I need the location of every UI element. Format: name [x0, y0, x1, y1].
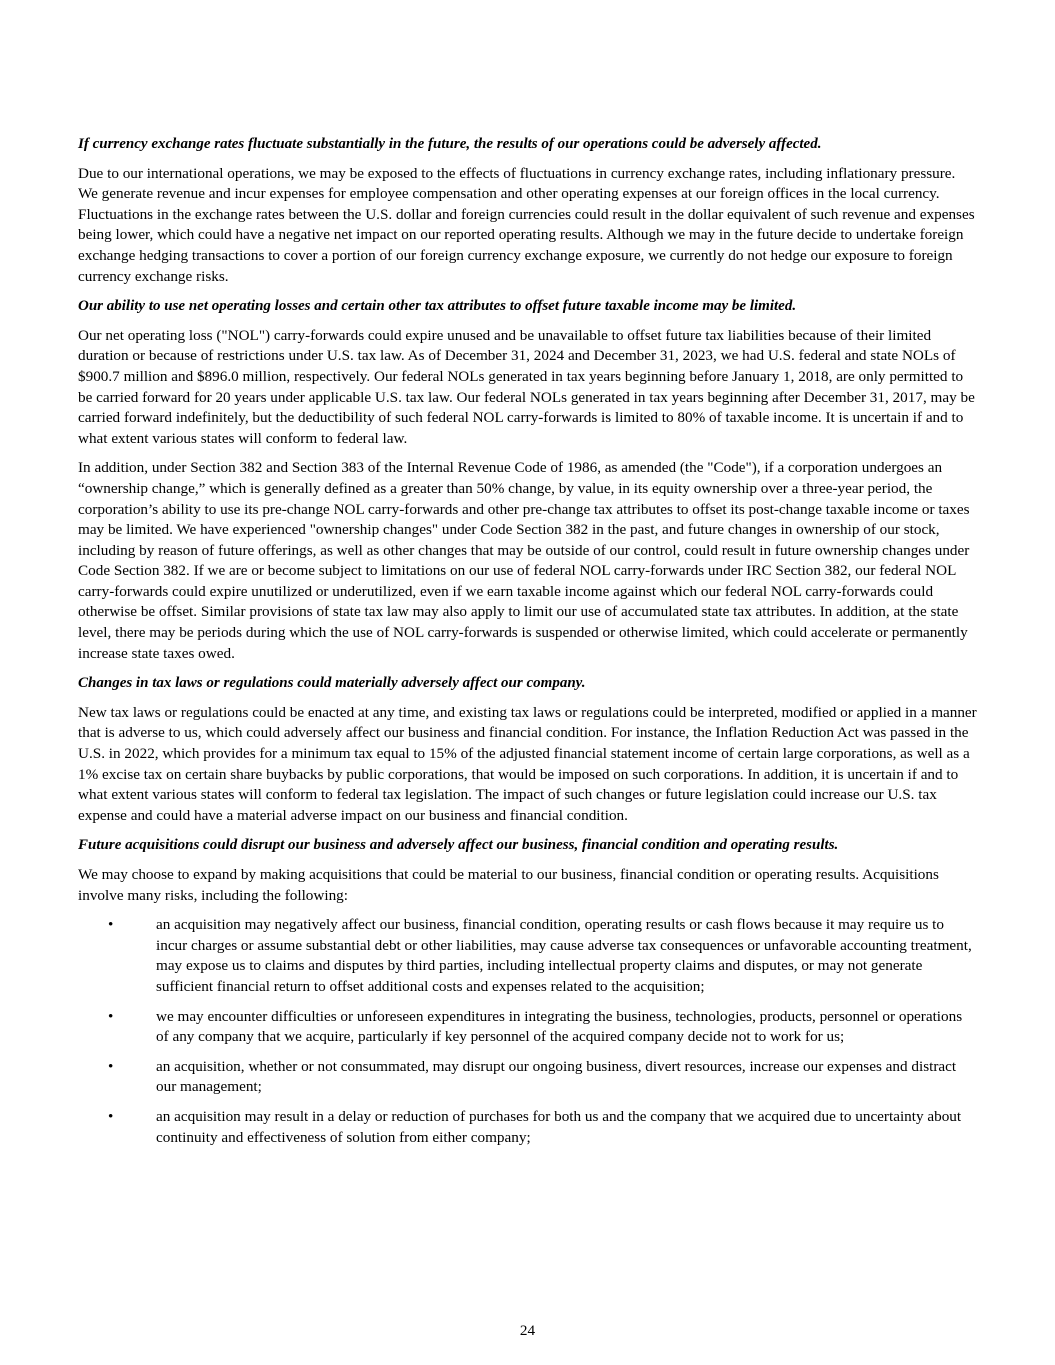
- list-item: [78, 1007, 978, 1048]
- paragraph-section-382: In addition, under Section 382 and Section 383 of the Internal Revenue Code of 1986, as amended (the "Code"), if a corporation undergoes an “ownership change,” which is generally defined as a greater than 50% change, by value, in its equity ownership over a three-year period, the corporation’s ability to use its pre-change NOL carry-forwards and other pre-change tax attributes to offset its post-change taxable income or taxes may be limited. We have experienced "ownership changes" under Code Section 382 in the past, and future changes in ownership of our stock, including by reason of future offerings, as well as other changes that may be outside of our control, could result in future ownership changes under Code Section 382. If we are or become subject to limitations on our use of federal NOL carry-forwards under IRC Section 382, our federal NOL carry-forwards could expire unutilized or underutilized, even if we earn taxable income against which our federal NOL carry-forwards could otherwise be offset. Similar provisions of state tax law may also apply to limit our use of accumulated state tax attributes. In addition, at the state level, there may be periods during which the use of NOL carry-forwards is suspended or otherwise limited, which could accelerate or permanently increase state taxes owed.: [78, 459, 970, 662]
- paragraph-currency: Due to our international operations, we may be exposed to the effects of fluctuations in currency exchange rates, including inflationary pressure. We generate revenue and incur expenses for employee compensation and other operating expenses at our foreign offices in the local currency. Fluctuations in the exchange rates between the U.S. dollar and foreign currencies could result in the dollar equivalent of such revenue and expenses being lower, which could have a negative net impact on our reported operating results. Although we may in the future decide to undertake foreign exchange hedging transactions to cover a portion of our foreign currency exchange exposure, we currently do not hedge our exposure to foreign currency exchange risks.: [78, 164, 975, 285]
- list-item: [78, 915, 978, 997]
- bullet-icon: •: [108, 1007, 114, 1025]
- page-number: 24: [519, 1322, 536, 1339]
- paragraph-acquisitions-intro: We may choose to expand by making acquisitions that could be material to our business, financial condition or operating results. Acquisitions involve many risks, including the following:: [78, 866, 939, 904]
- list-item-text: an acquisition may negatively affect our business, financial condition, operating results or cash flows because it may require us to incur charges or assume substantial debt or other liabilities, may cause adverse tax consequences or unfavorable accounting treatment, may expose us to claims and disputes by third parties, including intellectual property claims and disputes, or may not generate sufficient financial return to offset additional costs and expenses related to the acquisition;: [156, 916, 972, 995]
- list-item-text: an acquisition, whether or not consummated, may disrupt our ongoing business, divert resources, increase our expenses and distract our management;: [156, 1057, 957, 1096]
- bullet-icon: •: [108, 916, 114, 934]
- paragraph-tax-laws: New tax laws or regulations could be enacted at any time, and existing tax laws or regulations could be interpreted, modified or applied in a manner that is adverse to us, which could adversely affect our business and financial condition. For instance, the Inflation Reduction Act was passed in the U.S. in 2022, which provides for a minimum tax equal to 15% of the adjusted financial statement income of certain large corporations, as well as a 1% excise tax on certain share buybacks by public corporations, that would be imposed on such corporations. In addition, it is uncertain if and to what extent various states will conform to federal tax legislation. The impact of such changes or future legislation could increase our U.S. tax expense and could have a material adverse impact on our business and financial condition.: [78, 703, 977, 824]
- list-item: [78, 1107, 978, 1148]
- list-item: [78, 1057, 978, 1098]
- section-heading-tax-laws: Changes in tax laws or regulations could materially adversely affect our company.: [78, 675, 586, 692]
- list-item-text: we may encounter difficulties or unforeseen expenditures in integrating the business, technologies, products, personnel or operations of any company that we acquire, particularly if key personnel of the acquired company decide not to work for us;: [156, 1007, 963, 1046]
- paragraph-nol-expiry: Our net operating loss ("NOL") carry-forwards could expire unused and be unavailable to offset future tax liabilities because of their limited duration or because of restrictions under U.S. tax law. As of December 31, 2024 and December 31, 2023, we had U.S. federal and state NOLs of $900.7 million and $896.0 million, respectively. Our federal NOLs generated in tax years beginning before January 1, 2018, are only permitted to be carried forward for 20 years under applicable U.S. tax law. Our federal NOLs generated in tax years beginning after December 31, 2017, may be carried forward indefinitely, but the deductibility of such federal NOL carry-forwards is limited to 80% of taxable income. It is uncertain if and to what extent various states will conform to federal law.: [78, 326, 975, 447]
- section-heading-nol: Our ability to use net operating losses and certain other tax attributes to offset future taxable income may be limited.: [78, 298, 797, 315]
- section-heading-currency: If currency exchange rates fluctuate substantially in the future, the results of our operations could be adversely affected.: [78, 136, 822, 152]
- section-heading-acquisitions: Future acquisitions could disrupt our business and adversely affect our business, financial condition and operating results.: [78, 837, 839, 854]
- acquisition-risks-list: [78, 915, 978, 1148]
- document-page: [78, 134, 978, 1157]
- bullet-icon: •: [108, 1107, 114, 1125]
- bullet-icon: •: [108, 1057, 114, 1075]
- list-item-text: an acquisition may result in a delay or reduction of purchases for both us and the company that we acquired due to uncertainty about continuity and effectiveness of solution from either company;: [156, 1107, 962, 1146]
